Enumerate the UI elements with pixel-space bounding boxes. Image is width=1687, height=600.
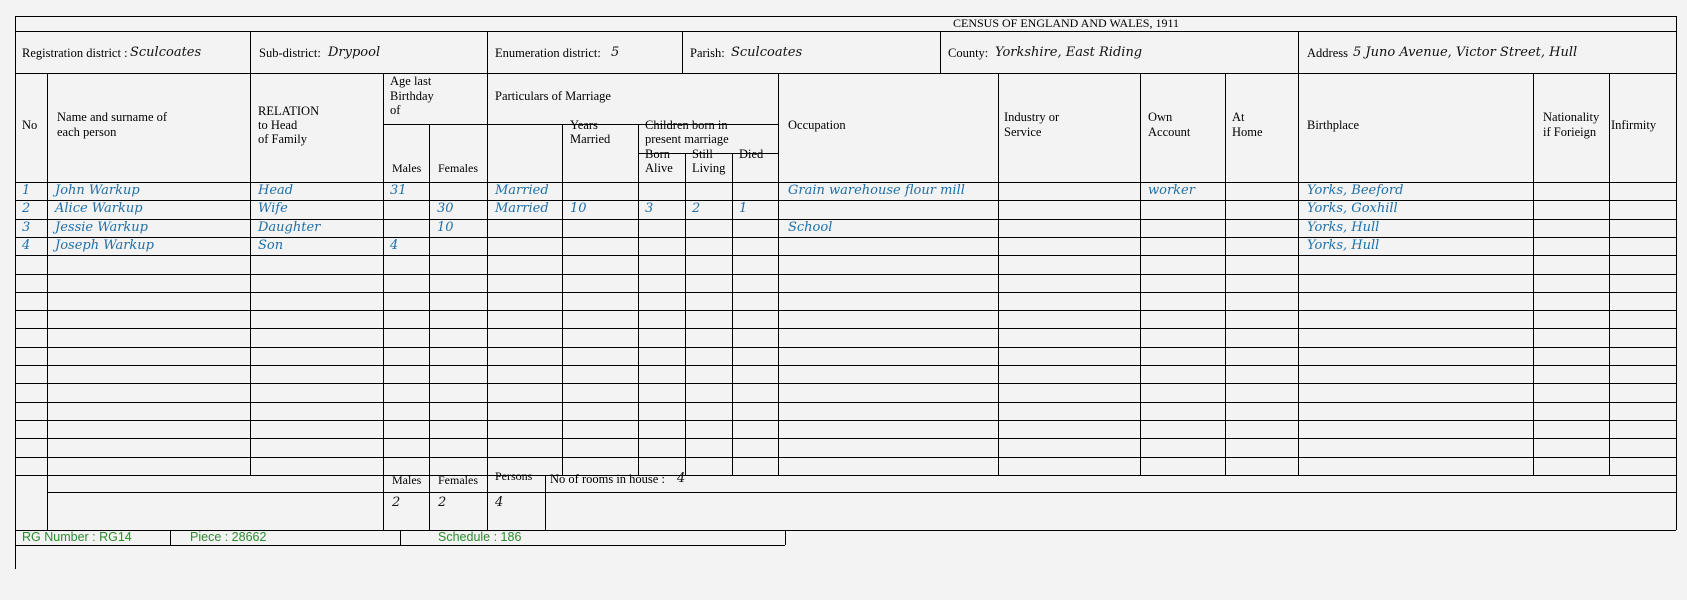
rooms-value: 4 — [677, 471, 686, 486]
col-industry-line2: Service — [1004, 125, 1042, 139]
page-title: CENSUS OF ENGLAND AND WALES, 1911 — [953, 16, 1180, 30]
row-rule — [15, 292, 1676, 293]
col-industry-line1: Industry or — [1004, 110, 1060, 124]
county-label: County: — [948, 46, 989, 60]
cell-no: 3 — [22, 220, 31, 235]
age-subrule — [383, 124, 487, 125]
column-rule — [1140, 73, 1141, 475]
header-divider — [1298, 31, 1299, 73]
col-birthplace: Birthplace — [1307, 118, 1360, 132]
cell-no: 4 — [22, 238, 31, 253]
col-nationality-line2: if Forieign — [1543, 125, 1597, 139]
col-nationality-line1: Nationality — [1543, 110, 1600, 124]
totals-females-value: 2 — [438, 495, 447, 510]
cell-name: Alice Warkup — [55, 201, 143, 216]
column-rule — [1225, 73, 1226, 475]
cell-relation: Daughter — [258, 220, 321, 235]
cell-relation: Wife — [258, 201, 288, 216]
totals-rule — [487, 475, 488, 530]
col-born-line1: Born — [645, 147, 670, 161]
col-age-line1: Age last — [390, 74, 432, 88]
col-age-line3: of — [390, 103, 401, 117]
cell-males: 31 — [390, 183, 407, 198]
column-rule — [778, 73, 779, 475]
cell-born: 3 — [645, 201, 654, 216]
rg-number: RG Number : RG14 — [22, 530, 132, 544]
footer-divider — [400, 530, 401, 545]
piece-number: Piece : 28662 — [190, 530, 267, 544]
column-rule — [429, 124, 430, 475]
row-rule — [15, 475, 1676, 476]
cell-occupation: School — [788, 220, 833, 235]
col-died: Died — [739, 147, 764, 161]
cell-name: Jessie Warkup — [55, 220, 148, 235]
cell-years: 10 — [570, 201, 587, 216]
header-divider — [487, 31, 488, 73]
col-still-line2: Living — [692, 161, 726, 175]
title-rule — [15, 31, 1676, 32]
row-rule — [15, 438, 1676, 439]
col-children-line2: present marriage — [645, 132, 729, 146]
address-value: 5 Juno Avenue, Victor Street, Hull — [1353, 45, 1578, 60]
column-rule — [998, 73, 999, 475]
cell-females: 10 — [437, 220, 454, 235]
col-born-line2: Alive — [645, 161, 673, 175]
cell-relation: Head — [258, 183, 294, 198]
marriage-subrule — [487, 124, 778, 125]
col-name-line2: each person — [57, 125, 117, 139]
cell-name: Joseph Warkup — [55, 238, 154, 253]
col-years-line2: Married — [570, 132, 611, 146]
cell-birthplace: Yorks, Beeford — [1307, 183, 1404, 198]
totals-females-label: Females — [438, 473, 478, 487]
row-rule — [15, 420, 1676, 421]
registration-district-value: Sculcoates — [130, 45, 202, 60]
totals-midrule — [47, 492, 1676, 493]
header-divider — [682, 31, 683, 73]
col-relation-line2: to Head — [258, 118, 298, 132]
header-rule — [15, 73, 1676, 74]
cell-relation: Son — [258, 238, 284, 253]
enumeration-district-label: Enumeration district: — [495, 46, 601, 60]
cell-own: worker — [1148, 183, 1195, 198]
cell-no: 2 — [22, 201, 31, 216]
totals-persons-label: Persons — [495, 469, 533, 483]
totals-rule — [383, 475, 384, 530]
frame-right — [1676, 16, 1677, 530]
col-name-line1: Name and surname of — [57, 110, 168, 124]
row-rule — [15, 383, 1676, 384]
col-age-line2: Birthday — [390, 89, 434, 103]
col-no: No — [22, 118, 38, 132]
footer-bottom — [15, 545, 785, 546]
column-rule — [685, 153, 686, 475]
row-rule — [15, 365, 1676, 366]
col-infirmity: Infirmity — [1611, 118, 1657, 132]
column-rule — [1609, 73, 1610, 475]
col-athome-line1: At — [1232, 110, 1245, 124]
address-label: Address — [1307, 46, 1348, 60]
row-rule — [15, 255, 1676, 256]
row-rule — [15, 402, 1676, 403]
column-rule — [383, 73, 384, 475]
col-relation-line1: RELATION — [258, 104, 320, 118]
column-rule — [638, 124, 639, 475]
frame-top — [15, 16, 1676, 17]
column-rule — [1298, 73, 1299, 475]
row-rule — [15, 347, 1676, 348]
cell-died: 1 — [739, 201, 748, 216]
col-marriage: Particulars of Marriage — [495, 89, 611, 103]
col-own-line2: Account — [1148, 125, 1191, 139]
county-value: Yorkshire, East Riding — [995, 45, 1143, 60]
footer-divider — [170, 530, 171, 545]
cell-still: 2 — [692, 201, 701, 216]
row-rule — [15, 274, 1676, 275]
parish-value: Sculcoates — [731, 45, 803, 60]
row-rule — [15, 457, 1676, 458]
col-athome-line2: Home — [1232, 125, 1263, 139]
cell-marriage: Married — [495, 183, 549, 198]
cell-no: 1 — [22, 183, 31, 198]
cell-birthplace: Yorks, Goxhill — [1307, 201, 1398, 216]
header-divider — [940, 31, 941, 73]
totals-males-value: 2 — [392, 495, 401, 510]
cell-name: John Warkup — [55, 183, 140, 198]
row-rule — [15, 310, 1676, 311]
cell-marriage: Married — [495, 201, 549, 216]
schedule-number: Schedule : 186 — [438, 530, 522, 544]
col-occupation: Occupation — [788, 118, 846, 132]
parish-label: Parish: — [690, 46, 725, 60]
row-rule — [15, 328, 1676, 329]
rooms-label: No of rooms in house : — [550, 472, 665, 486]
cell-birthplace: Yorks, Hull — [1307, 238, 1380, 253]
column-rule — [1533, 73, 1534, 475]
sub-district-label: Sub-district: — [259, 46, 321, 60]
column-rule — [250, 73, 251, 475]
column-rule — [47, 73, 48, 475]
registration-district-label: Registration district : — [22, 46, 128, 60]
totals-males-label: Males — [392, 473, 422, 487]
column-rule — [732, 153, 733, 475]
cell-males: 4 — [390, 238, 399, 253]
census-form — [15, 16, 1676, 569]
cell-occupation: Grain warehouse flour mill — [788, 183, 965, 198]
col-females: Females — [438, 161, 478, 175]
col-males: Males — [392, 161, 422, 175]
footer-divider — [785, 530, 786, 545]
col-still-line1: Still — [692, 147, 713, 161]
sub-district-value: Drypool — [328, 45, 381, 60]
column-rule — [562, 124, 563, 475]
totals-persons-value: 4 — [495, 495, 504, 510]
cell-birthplace: Yorks, Hull — [1307, 220, 1380, 235]
enumeration-district-value: 5 — [611, 45, 620, 60]
totals-rule — [47, 475, 48, 530]
col-children-line1: Children born in — [645, 118, 728, 132]
totals-rule — [429, 475, 430, 530]
col-years-line1: Years — [570, 118, 598, 132]
header-divider — [250, 31, 251, 73]
totals-rule — [545, 475, 546, 530]
column-rule — [487, 73, 488, 475]
col-relation-line3: of Family — [258, 132, 307, 146]
col-own-line1: Own — [1148, 110, 1173, 124]
cell-females: 30 — [437, 201, 454, 216]
